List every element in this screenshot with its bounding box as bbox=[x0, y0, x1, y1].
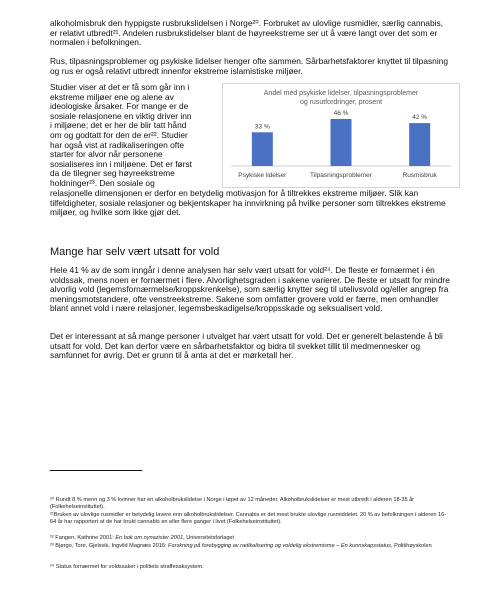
paragraph-social-relations-wrapped bbox=[50, 83, 218, 189]
footnote-23-title: Forskning på forebygging av radikalisering og voldelig ekstremisme – En kunnskapsstatus bbox=[168, 543, 391, 549]
category-label-2: Rusmisbruk bbox=[402, 172, 437, 179]
data-label-2: 42 % bbox=[412, 114, 428, 122]
data-label-0: 33 % bbox=[254, 123, 270, 131]
paragraph-line: holdninger²³. Den sosiale og bbox=[50, 177, 155, 188]
footnote-22-title: En bok om nynazister 2001 bbox=[115, 535, 184, 541]
chart-plot-area bbox=[223, 84, 459, 187]
chart-title-line: Andel med psykiske lidelser, tilpasningsproblemer bbox=[263, 90, 419, 97]
footnote-23 bbox=[50, 543, 452, 550]
footnote-22 bbox=[50, 535, 452, 542]
paragraph-line: i miljøene; det er her de blir tatt hånd bbox=[50, 120, 187, 131]
paragraph-line: har også vist at radikaliseringen ofte bbox=[50, 139, 185, 150]
footnote-rule bbox=[50, 470, 142, 471]
paragraph-line: ideologiske årsaker. For mange er de bbox=[50, 101, 189, 112]
footnote-22-publisher: , Universitetsforlaget bbox=[183, 535, 235, 541]
bar-chart bbox=[222, 83, 460, 188]
paragraph-line: Studier viser at det er få som går inn i bbox=[50, 82, 190, 92]
bar-2 bbox=[409, 123, 430, 166]
paragraph-vulnerability: Rus, tilpasningsproblemer og psykiske lidelser henger ofte sammen. Sårbarhetsfaktorer knyttet til tilpasning og rus er også relativt utbredt innenfor ekstreme islamistiske miljøer. bbox=[50, 56, 449, 76]
footnote-23-publisher: , Politihøyskolen bbox=[390, 543, 432, 549]
paragraph-line: starter for alvor når personene bbox=[50, 149, 163, 160]
paragraph-line: ekstreme miljøer ene og alene av bbox=[50, 91, 174, 102]
paragraph-line: sosialiseres inn i miljøene. Det er først bbox=[50, 158, 192, 169]
paragraph-social-relations-continued: relasjonelle dimensjonen er derfor en betydelig motivasjon for å tiltrekkes ekstreme miljøer. Slik kan tilfeldigheter, sosiale relasjoner og bekjentskaper ha innvirkning på hvilke personer som tiltrekkes ekstreme miljøer, og hvilke som ikke gjør det. bbox=[50, 188, 446, 218]
bar-1 bbox=[331, 119, 352, 166]
paragraph-alcohol: alkoholmisbruk den hyppigste rusbrukslidelsen i Norge²⁰. Forbruket av ulovlige rusmidler, særlig cannabis, er relativt utbredt²¹. Andelen rusbrukslidelser blant de høyreekstreme ser ut å være langt over det som er normalen i befolkningen. bbox=[50, 18, 443, 48]
category-label-1: Tilpasningsproblemer bbox=[310, 172, 372, 179]
data-label-1: 46 % bbox=[333, 110, 349, 117]
footnote-21: ²¹Bruken av ulovlige rusmidler er betydelig lavere enn alkoholbrukslidelser. Cannabis er det mest brukte ulovlige rusmiddelet. 20 % av befolkningen i alderen 16-64 år har rapportert at de har brukt cannabis en eller flere ganger i livet (Folkehelseinstituttet). bbox=[50, 512, 447, 525]
footnote-24: ²⁴ Status fornærmet for voldssaker i politiets straffesaksystem. bbox=[50, 564, 204, 570]
footnote-20: ²⁰ Rundt 8 % menn og 3 % kvinner har en alkoholbrukslidelse i Norge i løpet av 12 måneder. Alkoholbrukslidelser er mest utbredt i alderen 18-35 år (Folkehelseinstituttet). bbox=[50, 497, 415, 510]
chart-title-line: og rusutfordringer, prosent bbox=[299, 98, 383, 106]
section-heading: Mange har selv vært utsatt for vold bbox=[50, 246, 220, 258]
paragraph-line: sosiale relasjonene en viktig driver inn bbox=[50, 110, 192, 121]
category-label-0: Psykiske lidelser bbox=[238, 172, 287, 179]
paragraph-violence: Hele 41 % av de som inngår i denne analysen har selv vært utsatt for vold²⁴. De fleste er fornærmet i én voldssak, mens noen er fornærmet i flere. Alvorlighetsgraden i sakene varierer. De fleste er utsatt for mindre alvorlig vold (legemsfornærmelse/kroppskrenkelse), som særlig knytter seg til utelivsvold og/eller angrep fra meningsmotstandere, ofte venstreekstreme. Sakene som omfatter grovere vold er færre, men omhandler blant annet vold i nære relasjoner, legemsbeskadigelse/kroppsskade og seksualisert vold. bbox=[50, 265, 450, 314]
bar-0 bbox=[252, 132, 273, 166]
paragraph-line: da de tilegner seg høyreekstreme bbox=[50, 168, 175, 179]
footnote-22-author: ²² Fangen, Kathrine 2001: bbox=[50, 535, 116, 541]
paragraph-violence-interpretation: Det er interessant at så mange personer i utvalget har vært utsatt for vold. Det er generelt belastende å bli utsatt for vold. Det kan derfor være en sårbarhetsfaktor og bidra til svekket tillit til medmennesker og samfunnet for øvrig. Det er grunn til å anta at det er mørketall her. bbox=[50, 331, 443, 361]
paragraph-line: om og godtatt for den de er²². Studier bbox=[50, 129, 188, 140]
footnote-23-author: ²³ Bjørgo, Tore, Gjelsvik, Ingvild Magnæs 2015: bbox=[50, 543, 169, 549]
